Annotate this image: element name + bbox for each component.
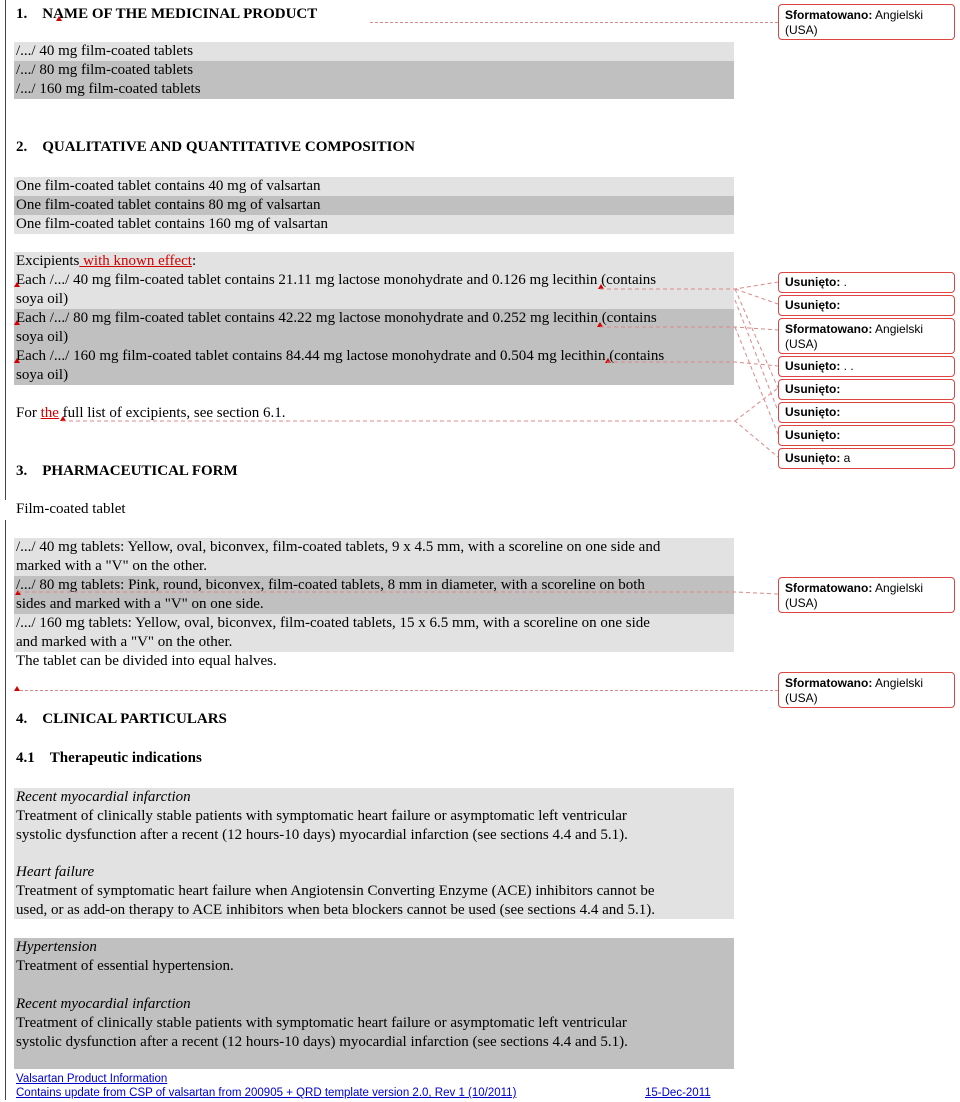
tablet-description: /.../ 160 mg tablets: Yellow, oval, biconvex, film-coated tablets, 15 x 6.5 mm, with a scoreline on one side bbox=[16, 615, 650, 631]
indication-heading: Heart failure bbox=[16, 864, 95, 880]
indication-text: systolic dysfunction after a recent (12 hours-10 days) myocardial infarction (see sections 4.4 and 5.1). bbox=[16, 827, 628, 843]
section-heading: 4. CLINICAL PARTICULARS bbox=[16, 711, 227, 727]
excipient-line: Each /.../ 80 mg film-coated tablet contains 42.22 mg lactose monohydrate and 0.252 mg lecithin (contains bbox=[16, 310, 657, 326]
excipient-line: soya oil) bbox=[16, 291, 69, 307]
section-heading: 3. PHARMACEUTICAL FORM bbox=[16, 463, 238, 479]
excipient-line: soya oil) bbox=[16, 367, 69, 383]
tablet-description: marked with a "V" on the other. bbox=[16, 558, 207, 574]
excipient-line: Each /.../ 40 mg film-coated tablet contains 21.11 mg lactose monohydrate and 0.126 mg lecithin (contains bbox=[16, 272, 657, 288]
comment-balloon[interactable]: Usunięto: . bbox=[778, 272, 955, 293]
excipient-line: Each /.../ 160 mg film-coated tablet contains 84.44 mg lactose monohydrate and 0.504 mg lecithin (contains bbox=[16, 348, 665, 364]
comment-balloon[interactable]: Usunięto: a bbox=[778, 448, 955, 469]
tablet-description: The tablet can be divided into equal halves. bbox=[16, 653, 277, 669]
product-line: /.../ 40 mg film-coated tablets bbox=[16, 43, 194, 59]
product-line: /.../ 80 mg film-coated tablets bbox=[16, 62, 194, 78]
inserted-text: the bbox=[40, 405, 59, 421]
composition-line: One film-coated tablet contains 80 mg of valsartan bbox=[16, 197, 321, 213]
comment-balloon[interactable]: Sformatowano: Angielski (USA) bbox=[778, 577, 955, 613]
tablet-description: sides and marked with a "V" on one side. bbox=[16, 596, 264, 612]
section-heading: 2. QUALITATIVE AND QUANTITATIVE COMPOSITION bbox=[16, 139, 415, 155]
composition-line: One film-coated tablet contains 160 mg of valsartan bbox=[16, 216, 328, 232]
composition-line: One film-coated tablet contains 40 mg of valsartan bbox=[16, 178, 321, 194]
form-line: Film-coated tablet bbox=[16, 501, 126, 517]
footer-revision: Contains update from CSP of valsartan from 200905 + QRD template version 2.0, Rev 1 (10/2011) bbox=[16, 1087, 517, 1099]
indication-text: used, or as add-on therapy to ACE inhibitors when beta blockers cannot be used (see sections 4.4 and 5.1). bbox=[16, 902, 656, 918]
comment-balloon[interactable]: Sformatowano: Angielski (USA) bbox=[778, 672, 955, 708]
comment-balloon[interactable]: Usunięto: bbox=[778, 379, 955, 400]
indication-text: Treatment of clinically stable patients with symptomatic heart failure or asymptomatic left ventricular bbox=[16, 808, 627, 824]
indication-heading: Recent myocardial infarction bbox=[16, 996, 191, 1012]
footer-date: 15-Dec-2011 bbox=[645, 1087, 711, 1099]
excipient-line: soya oil) bbox=[16, 329, 69, 345]
inserted-text: with known effect bbox=[79, 253, 192, 269]
tablet-description: and marked with a "V" on the other. bbox=[16, 634, 233, 650]
comment-balloon[interactable]: Usunięto: . . bbox=[778, 356, 955, 377]
full-list-line: For the full list of excipients, see section 6.1. bbox=[16, 405, 286, 421]
tablet-description: /.../ 40 mg tablets: Yellow, oval, biconvex, film-coated tablets, 9 x 4.5 mm, with a scoreline on one side and bbox=[16, 539, 661, 555]
indication-text: systolic dysfunction after a recent (12 hours-10 days) myocardial infarction (see sections 4.4 and 5.1). bbox=[16, 1034, 628, 1050]
comment-balloon[interactable]: Usunięto: bbox=[778, 295, 955, 316]
indication-text: Treatment of clinically stable patients with symptomatic heart failure or asymptomatic left ventricular bbox=[16, 1015, 627, 1031]
excipients-heading: Excipients with known effect: bbox=[16, 253, 197, 269]
indication-heading: Hypertension bbox=[16, 939, 97, 955]
footer-title: Valsartan Product Information bbox=[16, 1073, 168, 1085]
comment-balloon[interactable]: Sformatowano: Angielski (USA) bbox=[778, 4, 955, 40]
indication-text: Treatment of symptomatic heart failure when Angiotensin Converting Enzyme (ACE) inhibitors cannot be bbox=[16, 883, 655, 899]
comment-balloon[interactable]: Sformatowano: Angielski (USA) bbox=[778, 318, 955, 354]
section-heading: 1. NAME OF THE MEDICINAL PRODUCT bbox=[16, 6, 318, 22]
comment-balloon[interactable]: Usunięto: bbox=[778, 402, 955, 423]
tablet-description: /.../ 80 mg tablets: Pink, round, biconvex, film-coated tablets, 8 mm in diameter, with a scoreline on both bbox=[16, 577, 645, 593]
comment-balloon[interactable]: Usunięto: bbox=[778, 425, 955, 446]
product-line: /.../ 160 mg film-coated tablets bbox=[16, 81, 201, 97]
subsection-heading: 4.1 Therapeutic indications bbox=[16, 750, 202, 766]
indication-text: Treatment of essential hypertension. bbox=[16, 958, 234, 974]
indication-heading: Recent myocardial infarction bbox=[16, 789, 191, 805]
